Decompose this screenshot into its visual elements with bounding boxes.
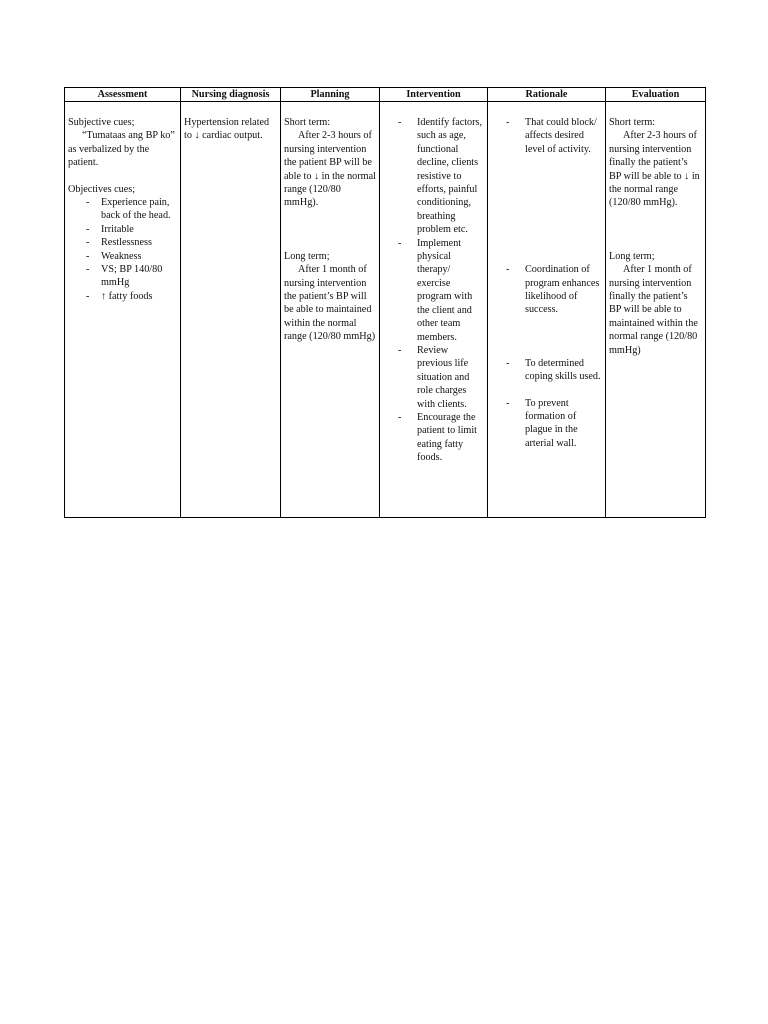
subjective-cues-label: Subjective cues; — [68, 117, 135, 128]
list-item: - Implement physical therapy/ exercise program with the client and other team members. — [383, 237, 484, 344]
header-assessment: Assessment — [65, 88, 181, 102]
header-intervention: Intervention — [380, 88, 488, 102]
list-item: - Encourage the patient to limit eating fatty foods. — [383, 411, 484, 465]
planning-long-term-label: Long term; — [284, 250, 330, 262]
header-rationale: Rationale — [488, 88, 606, 102]
objective-cues-label: Objectives cues; — [68, 183, 136, 195]
evaluation-cell — [606, 102, 706, 518]
list-item: - ↑ fatty foods — [68, 290, 177, 303]
list-item: - Identify factors, such as age, functional decline, clients resistive to efforts, painful conditioning, breathing problem etc. — [383, 116, 484, 237]
assessment-cell — [65, 102, 181, 518]
evaluation-short-term-text: After 2-3 hours of nursing intervention finally the patient’s BP will be able to ↓ in the normal range (120/80 mmHg). — [609, 130, 700, 209]
objective-cues-list — [68, 196, 177, 303]
list-item: - Coordination of program enhances likelihood of success. — [491, 263, 602, 317]
intervention-cell — [380, 102, 488, 518]
diagnosis-text: Hypertension related to ↓ cardiac output. — [184, 117, 270, 142]
list-item: - Experience pain, back of the head. — [68, 196, 177, 223]
planning-cell — [281, 102, 380, 518]
rationale-cell — [488, 102, 606, 518]
evaluation-long-term-text: After 1 month of nursing intervention finally the patient’s BP will be able to maintained within the normal range (120/80 mmHg) — [609, 264, 698, 356]
nursing-care-plan-table — [64, 87, 706, 518]
rationale-list — [491, 116, 602, 450]
list-item: - Irritable — [68, 223, 177, 236]
list-item: - To determined coping skills used. — [491, 357, 602, 384]
table-row — [65, 102, 706, 518]
evaluation-short-term-label: Short term: — [609, 117, 656, 128]
list-item: - Weakness — [68, 250, 177, 263]
planning-short-term-text: After 2-3 hours of nursing intervention the patient BP will be able to ↓ in the normal range (120/80 mmHg). — [284, 130, 376, 209]
subjective-cues-text: “Tumataas ang BP ko” as verbalized by the patient. — [68, 130, 175, 169]
nursing-diagnosis-cell — [181, 102, 281, 518]
planning-long-term-text: After 1 month of nursing intervention the patient’s BP will be able to maintained within the normal range (120/80 mmHg) — [284, 264, 376, 343]
list-item: - VS; BP 140/80 mmHg — [68, 263, 177, 290]
header-planning: Planning — [281, 88, 380, 102]
intervention-list — [383, 116, 484, 465]
evaluation-long-term-label: Long term; — [609, 250, 655, 262]
header-evaluation: Evaluation — [606, 88, 706, 102]
planning-short-term-label: Short term: — [284, 117, 331, 128]
header-nursing-diagnosis: Nursing diagnosis — [181, 88, 281, 102]
list-item: - To prevent formation of plague in the arterial wall. — [491, 397, 602, 451]
list-item: - That could block/ affects desired level of activity. — [491, 116, 602, 156]
list-item: - Review previous life situation and role charges with clients. — [383, 344, 484, 411]
list-item: - Restlessness — [68, 236, 177, 249]
header-row — [65, 88, 706, 102]
